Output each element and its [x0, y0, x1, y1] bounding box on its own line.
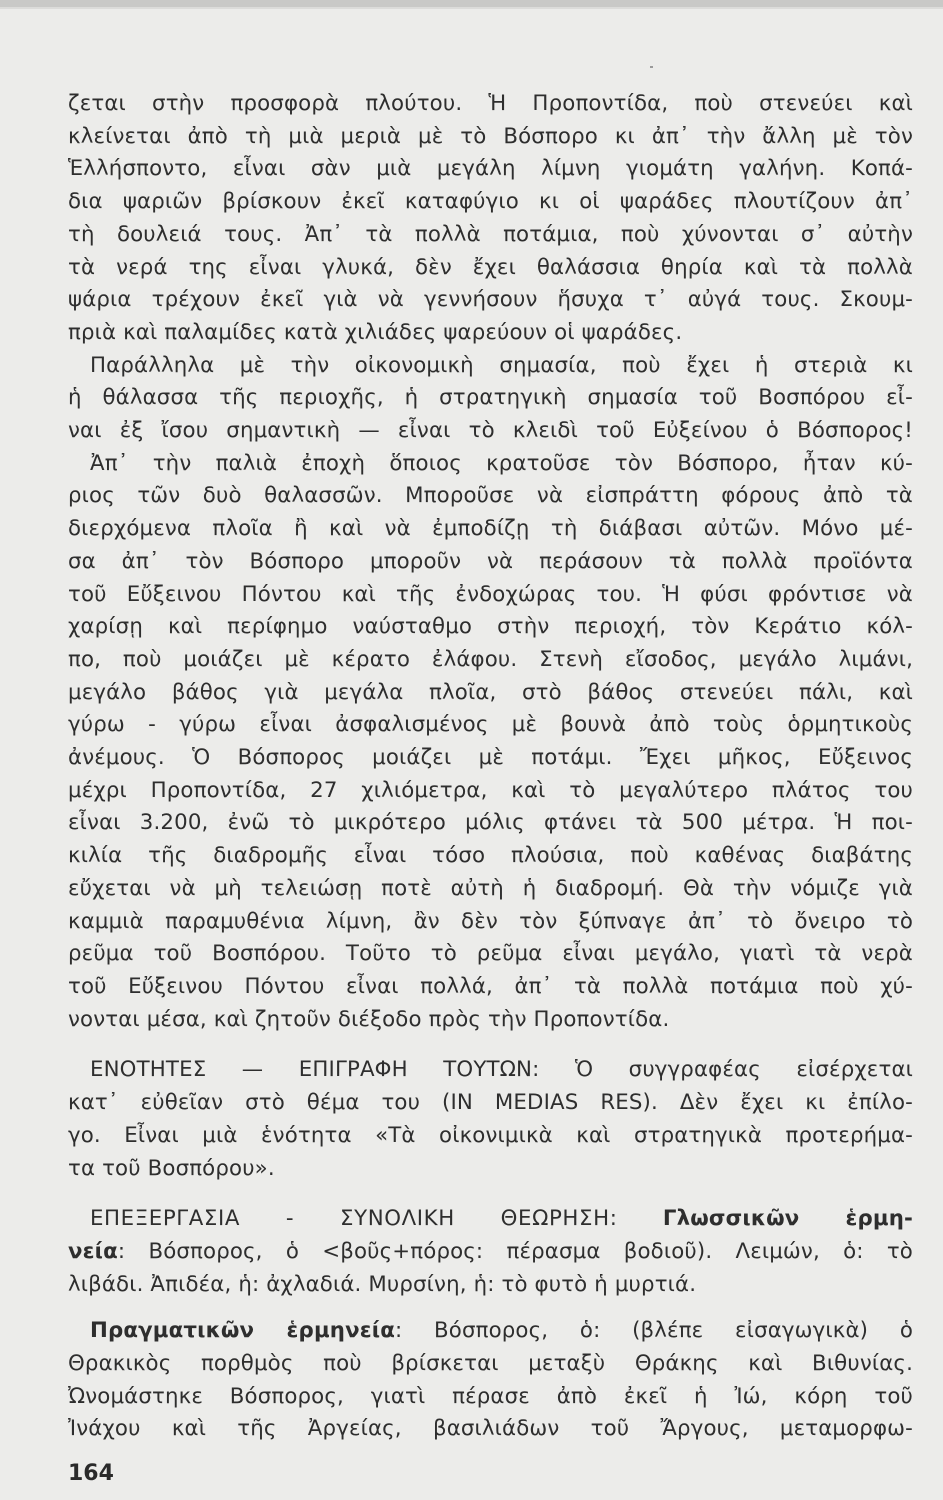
text-line: ναι ἐξ ἴσου σημαντικὴ — εἶναι τὸ κλειδὶ τοῦ Εὐξείνου ὁ Βόσπορος! — [68, 418, 913, 444]
scan-top-edge — [0, 0, 943, 7]
text-line: ψάρια τρέχουν ἐκεῖ γιὰ νὰ γεννήσουν ἥσυχα τ᾿ αὐγά τους. Σκουμ- — [68, 287, 913, 313]
text-line: διερχόμενα πλοῖα ἢ καὶ νὰ ἐμποδίζῃ τὴ διάβασι αὐτῶν. Μόνο μέ- — [68, 516, 913, 542]
text-line: τὴ δουλειά τους. Ἀπ᾿ τὰ πολλὰ ποτάμια, ποὺ χύνονται σ᾿ αὐτὴν — [68, 221, 913, 247]
units-section — [68, 1054, 913, 1185]
gloss-label-continued: νεία — [68, 1238, 118, 1264]
gloss-text: : Βόσπορος, ὁ <βοῦς+πόρος: πέρασμα βοδιοῦ). Λειμών, ὁ: τὸ — [117, 1238, 913, 1264]
text-line: ζεται στὴν προσφορὰ πλούτου. Ἡ Προποντίδα, ποὺ στενεύει καὶ — [68, 91, 913, 116]
text-line: τὰ νερά της εἶναι γλυκά, δὲν ἔχει θαλάσσια θηρία καὶ τὰ πολλὰ — [68, 254, 913, 280]
units-line: κατ᾿ εὐθεῖαν στὸ θέμα του (IN MEDIAS RES). Δὲν ἔχει κι ἐπίλο- — [68, 1090, 913, 1116]
text-line: πο, ποὺ μοιάζει μὲ κέρατο ἐλάφου. Στενὴ εἴσοδος, μεγάλο λιμάνι, — [68, 646, 913, 672]
text-line: μέχρι Προποντίδα, 27 χιλιόμετρα, καὶ τὸ μεγαλύτερο πλάτος του — [68, 777, 913, 803]
text-line: τοῦ Εὔξεινου Πόντου εἶναι πολλά, ἀπ᾿ τὰ πολλὰ ποτάμια ποὺ χύ- — [68, 973, 913, 999]
paragraph-gap — [68, 1301, 913, 1315]
paragraph-gap — [68, 1036, 913, 1054]
text-line: δια ψαριῶν βρίσκουν ἐκεῖ καταφύγιο κι οἱ ψαράδες πλουτίζουν ἀπ᾿ — [68, 189, 913, 215]
factual-label: Πραγματικῶν ἑρμηνεία — [90, 1318, 395, 1344]
units-line: τα τοῦ Βοσπόρου». — [68, 1155, 275, 1181]
processing-section — [68, 1203, 913, 1301]
text-line: καμμιὰ παραμυθένια λίμνη, ἂν δὲν τὸν ξύπναγε ἀπ᾿ τὸ ὄνειρο τὸ — [68, 908, 913, 934]
text-line: κλείνεται ἀπὸ τὴ μιὰ μεριὰ μὲ τὸ Βόσπορο κι ἀπ᾿ τὴν ἄλλη μὲ τὸν — [68, 123, 913, 149]
paragraph-gap — [68, 1185, 913, 1203]
units-line: ΕΝΟΤΗΤΕΣ — ΕΠΙΓΡΑΦΗ ΤΟΥΤΩΝ: Ὁ συγγραφέας εἰσέρχεται — [90, 1057, 913, 1083]
text-line: Ἀπ᾿ τὴν παλιὰ ἐποχὴ ὅποιος κρατοῦσε τὸν Βόσπορο, ἦταν κύ- — [90, 450, 913, 476]
text-line: νονται μέσα, καὶ ζητοῦν διέξοδο πρὸς τὴν Προποντίδα. — [68, 1006, 670, 1032]
text-line: εὔχεται νὰ μὴ τελειώσῃ ποτὲ αὐτὴ ἡ διαδρομή. Θὰ τὴν νόμιζε γιὰ — [68, 875, 913, 901]
processing-heading: ΕΠΕΞΕΡΓΑΣΙΑ - ΣΥΝΟΛΙΚΗ ΘΕΩΡΗΣΗ: — [90, 1206, 618, 1232]
page-number: 164 — [68, 1461, 114, 1486]
text-line: σα ἀπ᾿ τὸν Βόσπορο μποροῦν νὰ περάσουν τὰ πολλὰ προϊόντα — [68, 548, 913, 574]
text-line: ρεῦμα τοῦ Βοσπόρου. Τοῦτο τὸ ρεῦμα εἶναι μεγάλο, γιατὶ τὰ νερὰ — [68, 941, 913, 967]
units-line: γο. Εἶναι μιὰ ἑνότητα «Τὰ οἰκονιμικὰ καὶ στρατηγικὰ προτερήμα- — [68, 1122, 913, 1148]
text-line: μεγάλο βάθος γιὰ μεγάλα πλοῖα, στὸ βάθος στενεύει πάλι, καὶ — [68, 679, 913, 705]
text-line: ἡ θάλασσα τῆς περιοχῆς, ἡ στρατηγικὴ σημασία τοῦ Βοσπόρου εἶ- — [68, 385, 913, 411]
text-line: γύρω - γύρω εἶναι ἀσφαλισμένος μὲ βουνὰ ἀπὸ τοὺς ὁρμητικοὺς — [68, 712, 913, 738]
text-line: κιλία τῆς διαδρομῆς εἶναι τόσο πλούσια, ποὺ καθένας διαβάτης — [68, 843, 913, 869]
text-line: χαρίσῃ καὶ περίφημο ναύσταθμο στὴν περιοχή, τὸν Κεράτιο κόλ- — [68, 614, 913, 640]
processing-line: λιβάδι. Ἀπιδέα, ἡ: ἀχλαδιά. Μυρσίνη, ἡ: τὸ φυτὸ ἡ μυρτιά. — [68, 1271, 697, 1297]
text-line: ἀνέμους. Ὁ Βόσπορος μοιάζει μὲ ποτάμι. Ἔχει μῆκος, Εὔξεινος — [68, 745, 913, 771]
processing-line — [68, 1236, 913, 1269]
text-line: Παράλληλα μὲ τὴν οἰκονομικὴ σημασία, ποὺ ἔχει ἡ στεριὰ κι — [90, 352, 913, 378]
text-line: Ἑλλήσποντο, εἶναι σὰν μιὰ μεγάλη λίμνη γιομάτη γαλήνη. Κοπά- — [68, 156, 913, 182]
text-line: εἶναι 3.200, ἐνῶ τὸ μικρότερο μόλις φτάνει τὰ 500 μέτρα. Ἡ ποι- — [68, 810, 913, 836]
text-line: τοῦ Εὔξεινου Πόντου καὶ τῆς ἐνδοχώρας του. Ἡ φύσι φρόντισε νὰ — [68, 581, 913, 607]
text-line: πριὰ καὶ παλαμίδες κατὰ χιλιάδες ψαρεύουν οἱ ψαράδες. — [68, 319, 683, 345]
gloss-label: Γλωσσικῶν ἑρμη- — [662, 1206, 914, 1232]
factual-section — [68, 1315, 913, 1446]
text-line: ριος τῶν δυὸ θαλασσῶν. Μποροῦσε νὰ εἰσπράττη φόρους ἀπὸ τὰ — [68, 483, 913, 509]
book-page — [68, 88, 913, 1446]
factual-text: : Βόσπορος, ὁ: (βλέπε εἰσαγωγικὰ) ὁ — [394, 1318, 913, 1344]
factual-line: Θρακικὸς πορθμὸς ποὺ βρίσκεται μεταξὺ Θράκης καὶ Βιθυνίας. — [68, 1351, 913, 1377]
scan-speck — [650, 66, 653, 68]
factual-line: Ἰνάχου καὶ τῆς Ἀργείας, βασιλιάδων τοῦ Ἄργους, μεταμορφω- — [68, 1416, 913, 1442]
processing-heading-line — [68, 1203, 913, 1236]
factual-heading-line — [68, 1315, 913, 1348]
main-text — [68, 88, 913, 1036]
factual-line: Ὠνομάστηκε Βόσπορος, γιατὶ πέρασε ἀπὸ ἐκεῖ ἡ Ἰώ, κόρη τοῦ — [68, 1383, 913, 1409]
